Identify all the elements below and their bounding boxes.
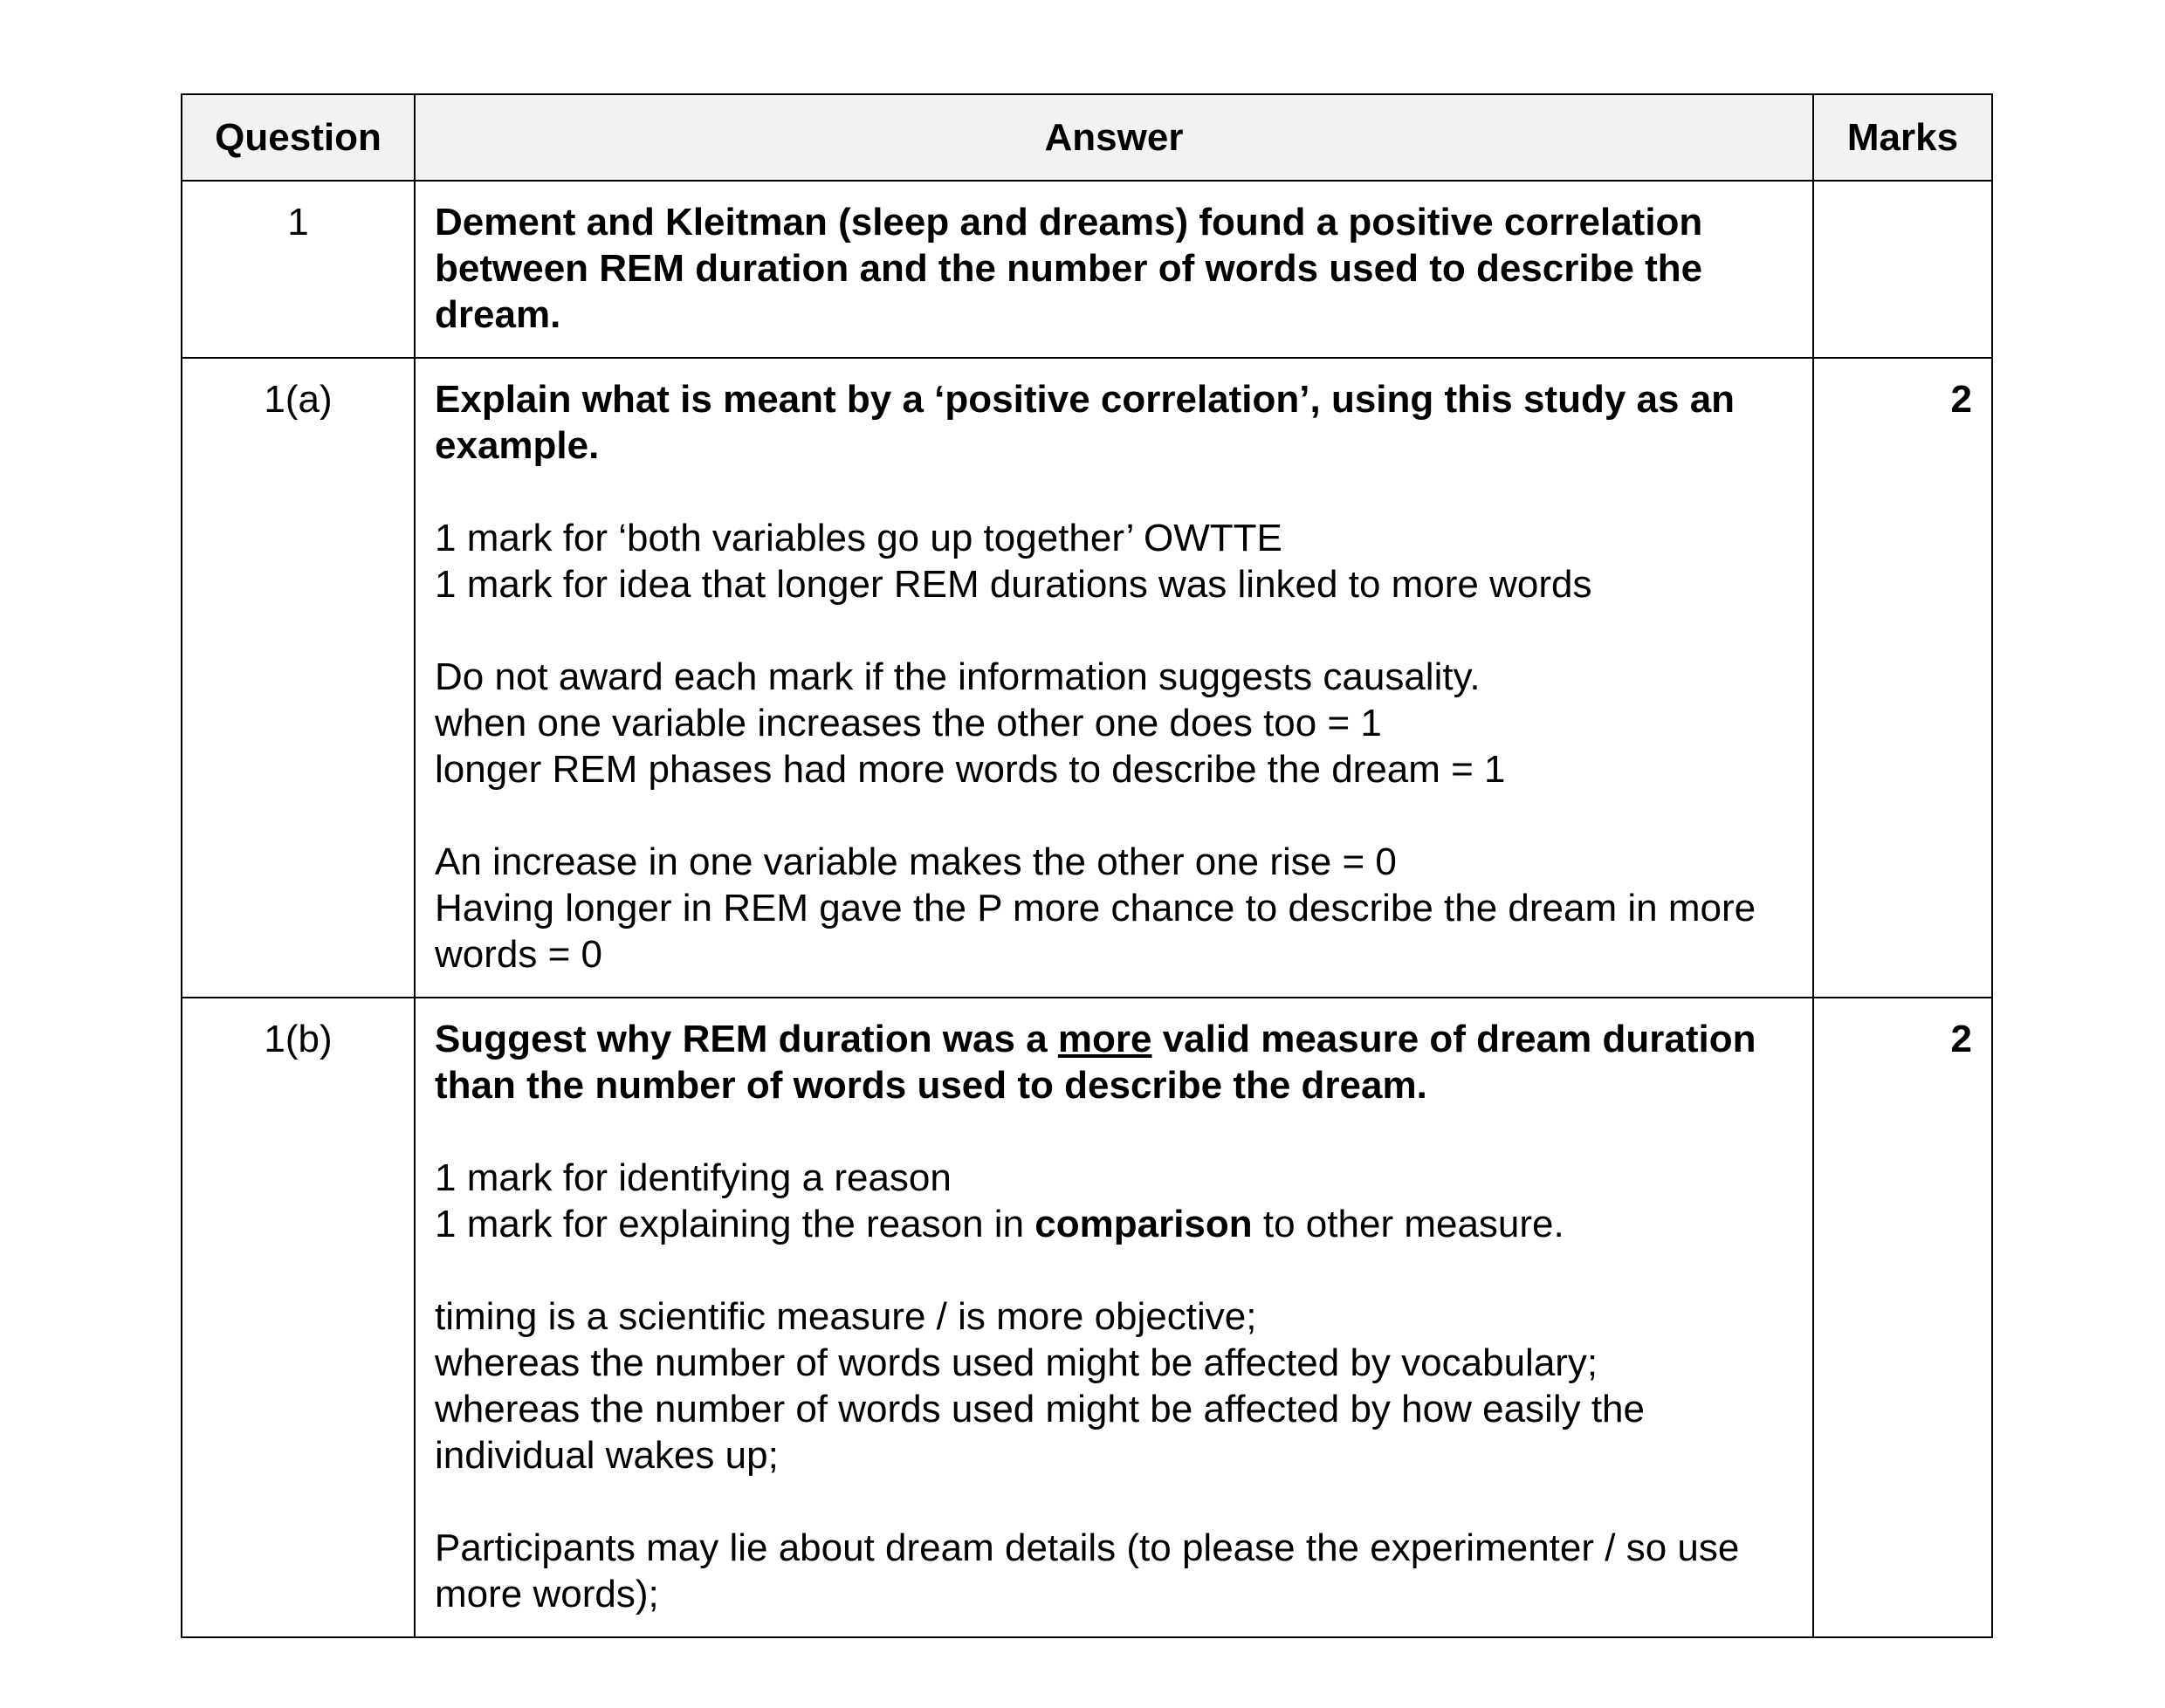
example-line: Having longer in REM gave the P more chance to describe the dream in more words = 0	[435, 887, 1756, 976]
guidance-line: 1 mark for ‘both variables go up together’ OWTTE	[435, 517, 1282, 559]
guidance-line	[435, 1201, 1777, 1247]
guidance-text: 1 mark for explaining the reason in	[435, 1203, 1035, 1245]
example-line: longer REM phases had more words to describe the dream = 1	[435, 748, 1506, 791]
stem-text: Suggest why REM duration was a	[435, 1018, 1058, 1060]
question-stem: Dement and Kleitman (sleep and dreams) found a positive correlation between REM duration and the number of words used to describe the dream.	[435, 201, 1703, 336]
answer-line: Participants may lie about dream details (to please the experimenter / so use more words);	[435, 1526, 1740, 1615]
answer-cell	[415, 358, 1813, 998]
question-stem: Explain what is meant by a ‘positive correlation’, using this study as an example.	[435, 378, 1735, 467]
additional-answer	[435, 1525, 1777, 1617]
stem-text: valid measure of dream duration than the number of words used to describe the dream.	[435, 1018, 1756, 1107]
zero-examples	[435, 839, 1777, 977]
answer-line: whereas the number of words used might be affected by how easily the individual wakes up;	[435, 1388, 1645, 1477]
marking-guidance	[435, 1155, 1777, 1247]
table-row	[182, 998, 1992, 1637]
guidance-emphasis: comparison	[1034, 1203, 1253, 1245]
mark-scheme-table	[181, 93, 1993, 1638]
question-number: 1	[182, 181, 415, 358]
answer-line: timing is a scientific measure / is more objective;	[435, 1295, 1257, 1338]
marks-value: 2	[1813, 998, 1992, 1637]
table-row	[182, 181, 1992, 358]
answer-line: whereas the number of words used might be affected by vocabulary;	[435, 1341, 1598, 1384]
marks-header: Marks	[1813, 94, 1992, 181]
marks-value	[1813, 181, 1992, 358]
award-examples	[435, 654, 1777, 792]
example-line: when one variable increases the other one does too = 1	[435, 702, 1382, 744]
table-row	[182, 358, 1992, 998]
question-number: 1(b)	[182, 998, 415, 1637]
marking-guidance	[435, 515, 1777, 607]
question-header: Question	[182, 94, 415, 181]
header-row	[182, 94, 1992, 181]
question-stem	[435, 1016, 1777, 1108]
answer-cell	[415, 998, 1813, 1637]
question-number: 1(a)	[182, 358, 415, 998]
stem-emphasis: more	[1057, 1018, 1152, 1060]
answer-header: Answer	[415, 94, 1813, 181]
answer-cell	[415, 181, 1813, 358]
indicative-answers	[435, 1293, 1777, 1478]
guidance-line: 1 mark for identifying a reason	[435, 1156, 952, 1199]
marks-value: 2	[1813, 358, 1992, 998]
guidance-line: 1 mark for idea that longer REM durations was linked to more words	[435, 563, 1592, 606]
example-line: Do not award each mark if the information suggests causality.	[435, 655, 1481, 698]
guidance-text: to other measure.	[1252, 1203, 1564, 1245]
example-line: An increase in one variable makes the other one rise = 0	[435, 840, 1397, 883]
